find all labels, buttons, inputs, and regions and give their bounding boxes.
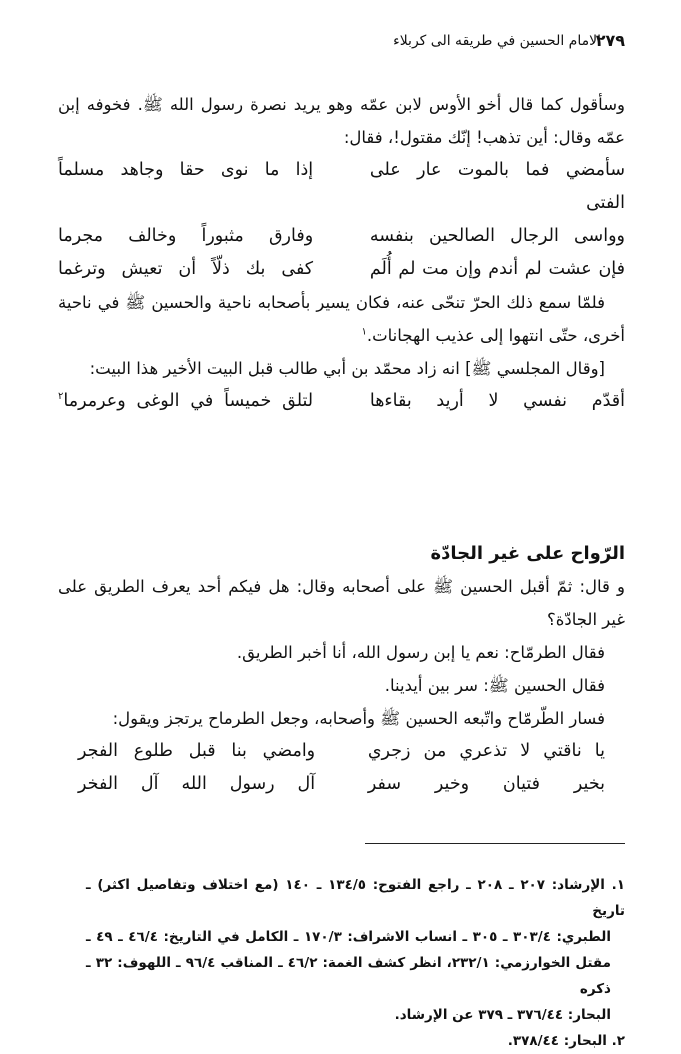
- paragraph-line: وسأقول كما قال أخو الأوس لابن عمّه وهو يريد نصرة رسول الله ﷺ. فخوفه إبن: [58, 95, 625, 114]
- paragraph-line: فسار الطّرمّاح واتّبعه الحسين ﷺ وأصحابه، وجعل الطرماح يرتجز ويقول:: [112, 709, 605, 728]
- poem-verse: [58, 253, 625, 286]
- verse-first-hemistich: بخير فتيان وخير سفر: [367, 774, 605, 794]
- paragraph-text: أخرى، حتّى انتهوا إلى عذيب الهجانات.: [366, 326, 625, 345]
- verse-first-hemistich: سأمضي فما بالموت عار على الفتى: [369, 160, 625, 213]
- paragraph-line: غير الجادّة؟: [547, 610, 625, 629]
- paragraph-line: فقال الحسين ﷺ: سر بين أيدينا.: [384, 676, 605, 695]
- footnote-ref[interactable]: ٢: [58, 391, 64, 403]
- footnote-2: ٢. البحار: ٣٧٨/٤٤.: [507, 1033, 625, 1049]
- footnote-ref[interactable]: ١: [361, 326, 367, 338]
- page-body: [58, 88, 625, 1054]
- verse-second-hemistich: كفى بك ذلّاً أن تعيش وترغما: [58, 259, 314, 279]
- verse-first-hemistich: فإن عشت لم أندم وإن مت لم أُلَم: [369, 259, 625, 279]
- footnotes: [58, 872, 625, 1054]
- paragraph-line: فقال الطرمّاح: نعم يا إبن رسول الله، أنا أخبر الطريق.: [236, 643, 605, 662]
- paragraph-line: فلمّا سمع ذلك الحرّ تنحّى عنه، فكان يسير بأصحابه ناحية والحسين ﷺ في ناحية: [58, 293, 605, 312]
- footnote-separator: [365, 843, 625, 844]
- verse-second-hemistich: وفارق مثبوراً وخالف مجرما: [58, 226, 314, 246]
- footnote-line: البحار: ٣٧٦/٤٤ ـ ٣٧٩ عن الإرشاد.: [394, 1007, 611, 1023]
- poem-verse: [58, 385, 625, 418]
- paragraph-line: [58, 319, 625, 352]
- poem-verse: [58, 154, 625, 220]
- footnote-line: الطبري: ٣٠٣/٤ ـ ٣٠٥ ـ انساب الاشراف: ١٧٠/٣ ـ الكامل في التاريخ: ٤٦/٤ ـ ٤٩ ـ: [86, 929, 611, 945]
- page-number: ٢٧٩: [595, 31, 625, 50]
- poem-verse: [58, 220, 625, 253]
- paragraph-line: عمّه وقال: أين تذهب! إنّك مقتول!، فقال:: [343, 128, 625, 147]
- section-heading: الرّواح على غير الجادّة: [430, 543, 625, 564]
- footnote-1: [58, 872, 625, 1028]
- paragraph-line: و قال: ثمّ أقبل الحسين ﷺ على أصحابه وقال: هل فيكم أحد يعرف الطريق على: [58, 577, 625, 596]
- verse-first-hemistich: وواسى الرجال الصالحين بنفسه: [369, 226, 625, 246]
- verse-second-hemistich: آل رسول الله آل الفخر: [78, 774, 316, 794]
- verse-first-hemistich: يا ناقتي لا تذعري من زجري: [367, 741, 605, 761]
- paragraph-line: [وقال المجلسي ﷺ] انه زاد محمّد بن أبي طالب قبل البيت الأخير هذا البيت:: [89, 359, 605, 378]
- running-title: الامام الحسين في طريقه الى كربلاء: [393, 33, 601, 49]
- poem-verse: [58, 735, 625, 768]
- verse-second-hemistich: إذا ما نوى حقا وجاهد مسلماً: [58, 160, 314, 180]
- footnote-line: ١. الإرشاد: ٢٠٧ ـ ٢٠٨ ـ راجع الفتوح: ١٣٤/٥ ـ ١٤٠ (مع اختلاف وتفاصيل اكثر) ـ تاريخ: [86, 877, 626, 919]
- verse-second-hemistich-wrap: [58, 385, 313, 418]
- verse-first-hemistich: أقدّم نفسي لا أريد بقاءها: [369, 391, 625, 411]
- footnote-line: مقتل الخوارزمي: ٢٣٢/١، انظر كشف الغمة: ٤٦/٢ ـ المناقب ٩٦/٤ ـ اللهوف: ٣٢ ـ ذكره: [86, 955, 612, 997]
- poem-verse: [58, 768, 625, 801]
- verse-second-hemistich: وامضي بنا قبل طلوع الفجر: [78, 741, 316, 761]
- verse-second-hemistich: لتلق خميساً في الوغى وعرمرما: [63, 391, 314, 411]
